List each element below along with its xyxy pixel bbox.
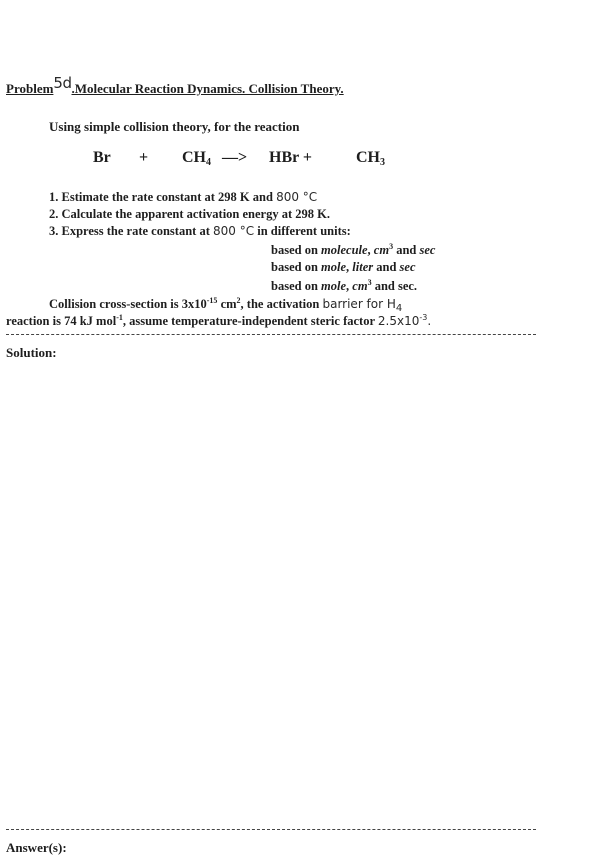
handwritten-temperature: 800 °C (276, 190, 318, 204)
problem-title (6, 74, 344, 97)
reactant-br: Br (93, 149, 111, 166)
question-3: 3. Express the rate constant at 800 °C in different units: (49, 224, 351, 238)
divider-top (6, 334, 536, 335)
question-1: 1. Estimate the rate constant at 298 K and 800 °C (49, 190, 318, 204)
unit-option-3: based on mole, $cm^3$ and sec. (271, 278, 418, 293)
reactant-ch4: $CH_4$ (182, 149, 211, 168)
answer-label: Answer(s): (6, 840, 67, 855)
question-2: 2. Calculate the apparent activation energy at 298 K. (49, 207, 330, 221)
condition-line-2: reaction is 74 kJ mol$^{-1}$, assume temperature-independent steric factor $2.5x10^{-3}$. (6, 313, 432, 328)
handwritten-problem-number: 5d (53, 74, 72, 92)
condition-line-1: Collision cross-section is $3x10^{-15}$ $cm^2$, the activation barrier for $H_4$ (49, 296, 403, 314)
intro-text: Using simple collision theory, for the reaction (49, 119, 300, 134)
problem-label: Problem (6, 81, 54, 96)
reaction-arrow: —> (222, 149, 248, 166)
product-hbr: HBr + (269, 149, 313, 166)
problem-title-text: .Molecular Reaction Dynamics. Collision Theory. (71, 81, 344, 96)
product-ch3: $CH_3$ (356, 149, 385, 168)
unit-option-1: based on molecule, $cm^3$ and sec (271, 242, 436, 257)
plus-sign: + (139, 149, 149, 166)
handwritten-steric-factor: $2.5x10^{-3}$. (377, 313, 432, 328)
divider-bottom (6, 829, 536, 830)
handwritten-barrier-note: barrier for $H_4$ (322, 297, 403, 314)
handwritten-temperature: 800 °C (213, 224, 255, 238)
solution-label: Solution: (6, 345, 57, 360)
unit-option-2: based on mole, liter and sec (271, 260, 416, 274)
